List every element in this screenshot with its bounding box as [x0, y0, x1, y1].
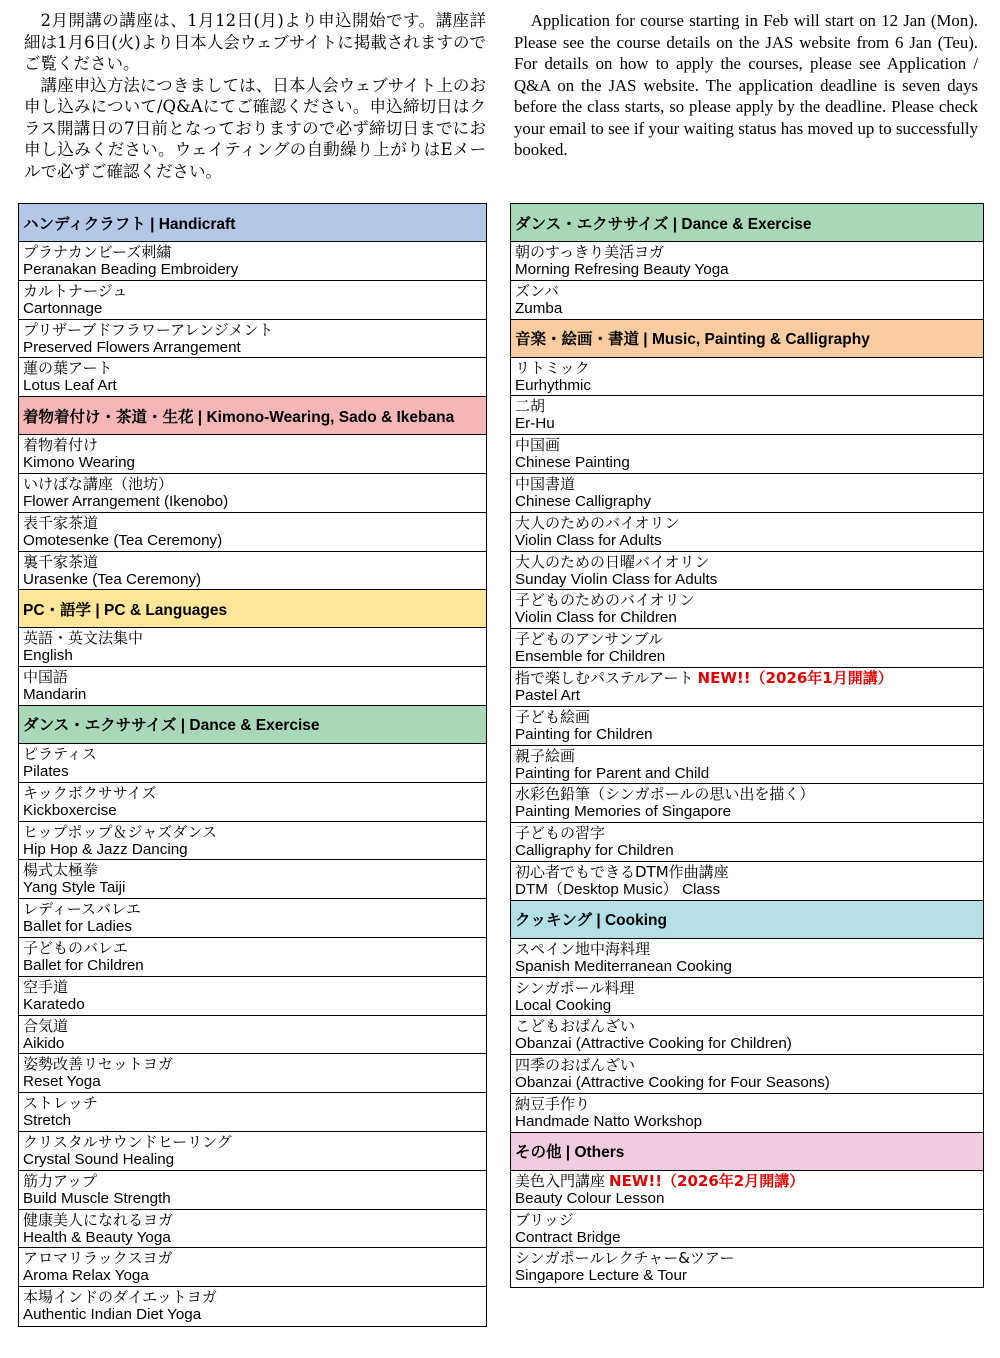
course-name-en: Kickboxercise: [23, 801, 117, 819]
course-name-jp: [23, 243, 486, 261]
course-item: [19, 1093, 486, 1132]
course-name-en: Aroma Relax Yoga: [23, 1267, 149, 1285]
course-name-jp: [23, 939, 486, 957]
course-name-jp-text: ストレッチ: [23, 1094, 98, 1113]
course-item: [19, 938, 486, 977]
course-name-jp-text: ヒップポップ＆ジャズダンス: [23, 822, 217, 841]
course-name-en: Obanzai (Attractive Cooking for Children): [515, 1035, 792, 1053]
course-name-en: Chinese Calligraphy: [515, 492, 651, 510]
course-name-jp-text: 蓮の葉アート: [23, 359, 113, 378]
course-name-en: Pilates: [23, 762, 69, 780]
course-name-jp-text: 健康美人になれるヨガ: [23, 1210, 174, 1229]
course-item: [19, 977, 486, 1016]
section-header: クッキング | Cooking: [511, 901, 983, 939]
course-name-jp: [23, 668, 486, 686]
course-name-jp: [515, 243, 983, 261]
section-header: ダンス・エクササイズ | Dance & Exercise: [511, 204, 983, 242]
course-name-jp-text: 子どものためのバイオリン: [515, 591, 695, 610]
course-name-jp-text: 裏千家茶道: [23, 552, 99, 571]
course-name-jp-text: スペイン地中海料理: [515, 939, 651, 958]
course-name-jp: [23, 1017, 486, 1035]
course-name-en: Chinese Painting: [515, 454, 630, 472]
course-item: [19, 1016, 486, 1055]
course-item: [511, 978, 983, 1017]
course-name-jp-text: 指で楽しむパステルアート: [515, 668, 694, 687]
course-name-jp: [23, 359, 486, 377]
course-name-jp: [23, 1094, 486, 1112]
course-item: [19, 860, 486, 899]
course-item: [19, 281, 486, 320]
course-name-jp-text: ピラティス: [23, 744, 97, 763]
course-name-en: Peranakan Beading Embroidery: [23, 261, 239, 278]
course-name-jp: [23, 1211, 486, 1229]
course-name-en: Er-Hu: [515, 415, 555, 433]
course-name-jp-text: レディースバレエ: [23, 900, 142, 919]
course-name-jp-text: クリスタルサウンドヒーリング: [23, 1132, 232, 1151]
course-item: [511, 1248, 983, 1287]
course-name-en: Aikido: [23, 1034, 65, 1052]
course-name-jp: [23, 514, 486, 532]
course-item: [19, 1132, 486, 1171]
course-name-jp: [515, 397, 983, 415]
course-name-en: Urasenke (Tea Ceremony): [23, 570, 202, 588]
course-name-jp-text: 子どものアンサンブル: [515, 630, 664, 649]
course-name-jp-text: プリザーブドフラワーアレンジメント: [23, 320, 274, 339]
course-name-jp: [23, 745, 486, 763]
section-header: ハンディクラフト | Handicraft: [19, 204, 486, 242]
course-name-jp: [23, 1249, 486, 1267]
section-header: ダンス・エクササイズ | Dance & Exercise: [19, 706, 486, 744]
course-item: [511, 552, 983, 591]
section-header: PC・語学 | PC & Languages: [19, 590, 486, 628]
course-name-jp-text: 本場インドのダイエットヨガ: [23, 1288, 217, 1307]
course-item: [511, 1055, 983, 1094]
course-name-jp-text: こどもおばんざい: [515, 1017, 636, 1036]
course-name-jp: [515, 436, 983, 454]
course-item: [511, 668, 983, 707]
course-name-en: Lotus Leaf Art: [23, 377, 117, 395]
course-name-en: Morning Refresing Beauty Yoga: [515, 261, 729, 278]
course-name-en: Preserved Flowers Arrangement: [23, 338, 241, 356]
course-name-jp: [515, 359, 983, 377]
course-name-jp: [23, 1133, 486, 1151]
intro-jp-paragraph-1: 2月開講の講座は、1月12日(月)より申込開始です。講座詳細は1月6日(火)より日本人会ウェブサイトに掲載されますのでご覧ください。: [24, 11, 486, 73]
course-name-en: Violin Class for Adults: [515, 531, 662, 549]
course-item: [511, 862, 983, 901]
course-item: [19, 358, 486, 397]
course-name-jp-text: カルトナージュ: [23, 281, 128, 300]
course-name-jp: [23, 436, 486, 454]
section-header: 音楽・絵画・書道 | Music, Painting & Calligraphy: [511, 320, 983, 358]
course-name-jp-text: 子どもの習字: [515, 824, 606, 843]
intro-japanese: [24, 10, 486, 182]
course-name-jp-text: シンガポールレクチャー&ツアー: [515, 1249, 735, 1268]
course-name-jp: [515, 940, 983, 958]
course-name-jp-text: 中国語: [23, 668, 69, 687]
course-name-jp-text: 姿勢改善リセットヨガ: [23, 1055, 173, 1074]
course-name-en: Cartonnage: [23, 299, 103, 317]
course-item: [511, 707, 983, 746]
course-name-en: Hip Hop & Jazz Dancing: [23, 840, 188, 858]
course-item: [511, 746, 983, 785]
course-name-en: Painting for Children: [515, 725, 653, 743]
intro-en-paragraph: Application for course starting in Feb will start on 12 Jan (Mon). Please see the course details on the JAS website from 6 Jan (Teu). For details on how to apply the courses, please see Application / Q&A on the JAS website. The application deadline is seven days before the class starts, so please apply by the deadline. Please check your email to see if your waiting status has moved up to successfully booked.: [514, 11, 978, 159]
course-item: [19, 1210, 486, 1249]
course-item: [511, 1094, 983, 1133]
course-name-jp: [23, 900, 486, 918]
course-item: [511, 1171, 983, 1210]
course-item: [511, 590, 983, 629]
course-name-jp: [23, 629, 486, 647]
course-item: [511, 396, 983, 435]
course-name-jp: [515, 824, 983, 842]
course-name-jp: [515, 553, 983, 571]
intro-jp-paragraph-2: 講座申込方法につきましては、日本人会ウェブサイト上のお申し込みについて/Q&Aにてご確認ください。申込締切日はクラス開講日の7日前となっておりますので必ず締切日までにお申し込みください。ウェイティングの自動繰り上がりはEメールで必ずご確認ください。: [24, 75, 486, 181]
course-name-en: English: [23, 647, 73, 665]
course-item: [511, 1016, 983, 1055]
course-name-jp-text: キックボクササイズ: [23, 783, 157, 802]
course-name-en: Omotesenke (Tea Ceremony): [23, 531, 223, 549]
course-item: [511, 435, 983, 474]
course-name-en: Painting for Parent and Child: [515, 764, 710, 782]
new-course-badge: NEW!!（2026年1月開講）: [697, 668, 893, 687]
course-name-en: Flower Arrangement (Ikenobo): [23, 492, 229, 510]
course-item: [511, 474, 983, 513]
course-item: [511, 939, 983, 978]
course-name-jp: [23, 1288, 486, 1306]
left-course-column: [18, 203, 487, 1327]
course-name-en: Calligraphy for Children: [515, 842, 674, 860]
course-name-jp: [23, 978, 486, 996]
course-item: [511, 1210, 983, 1249]
course-name-en: Health & Beauty Yoga: [23, 1228, 171, 1246]
course-name-jp-text: 水彩色鉛筆（シンガポールの思い出を描く）: [515, 785, 815, 804]
course-name-en: Ballet for Children: [23, 956, 144, 974]
course-item: [19, 435, 486, 474]
course-name-en: Singapore Lecture & Tour: [515, 1267, 687, 1285]
course-name-en: Zumba: [515, 299, 563, 317]
course-name-jp: [23, 553, 486, 571]
course-name-jp-text: 英語・英文法集中: [23, 629, 144, 648]
course-name-jp: [23, 282, 486, 300]
course-name-jp: [515, 282, 983, 300]
course-name-en: Stretch: [23, 1112, 72, 1130]
course-item: [19, 744, 486, 783]
course-item: [511, 823, 983, 862]
course-name-jp-text: いけばな講座（池坊）: [23, 474, 174, 493]
course-name-jp: [515, 591, 983, 609]
course-item: [19, 320, 486, 359]
course-name-jp: [23, 475, 486, 493]
course-name-en: Ensemble for Children: [515, 648, 666, 666]
course-name-jp-text: 中国書道: [515, 474, 576, 493]
course-name-en: Reset Yoga: [23, 1073, 101, 1091]
course-name-en: Ballet for Ladies: [23, 918, 132, 936]
course-name-jp: [23, 784, 486, 802]
course-name-jp: [515, 979, 983, 997]
course-name-jp: [23, 1055, 486, 1073]
course-name-en: Authentic Indian Diet Yoga: [23, 1306, 202, 1324]
course-item: [19, 552, 486, 591]
course-item: [19, 899, 486, 938]
course-name-jp-text: 着物着付け: [23, 436, 99, 455]
course-name-jp: [515, 1056, 983, 1074]
course-name-jp: [515, 1095, 983, 1113]
course-name-jp-text: 朝のすっきり美活ヨガ: [515, 243, 665, 261]
course-name-en: DTM（Desktop Music） Class: [515, 880, 721, 898]
course-name-jp-text: 空手道: [23, 977, 69, 996]
course-name-jp-text: アロマリラックスヨガ: [23, 1249, 173, 1268]
course-name-jp-text: シンガポール料理: [515, 978, 635, 997]
course-name-jp: [515, 669, 983, 687]
course-name-jp-text: 大人のための日曜バイオリン: [515, 552, 710, 571]
course-name-en: Karatedo: [23, 995, 85, 1013]
course-name-jp: [23, 861, 486, 879]
course-name-en: Kimono Wearing: [23, 454, 135, 472]
course-name-jp-text: 子どものバレエ: [23, 938, 129, 957]
course-item: [19, 1287, 486, 1326]
course-name-jp: [515, 708, 983, 726]
course-name-en: Mandarin: [23, 686, 87, 704]
course-item: [19, 513, 486, 552]
course-name-jp: [23, 823, 486, 841]
course-item: [19, 1054, 486, 1093]
course-name-en: Spanish Mediterranean Cooking: [515, 957, 732, 975]
course-item: [511, 629, 983, 668]
course-item: [19, 628, 486, 667]
course-name-en: Contract Bridge: [515, 1228, 621, 1246]
course-name-jp: [515, 1172, 983, 1190]
course-name-jp: [23, 1172, 486, 1190]
course-item: [19, 822, 486, 861]
course-name-en: Obanzai (Attractive Cooking for Four Seasons): [515, 1074, 830, 1092]
course-name-jp-text: 合気道: [23, 1016, 69, 1035]
course-name-jp: [515, 1249, 983, 1267]
course-name-jp-text: プラナカンビーズ刺繍: [23, 243, 172, 261]
course-item: [511, 281, 983, 320]
section-header: その他 | Others: [511, 1133, 983, 1171]
course-name-en: Violin Class for Children: [515, 609, 677, 627]
course-name-jp: [515, 1017, 983, 1035]
new-course-badge: NEW!!（2026年2月開講）: [609, 1171, 805, 1190]
course-name-jp-text: 筋力アップ: [23, 1171, 97, 1190]
course-name-en: Build Muscle Strength: [23, 1189, 171, 1207]
course-name-jp-text: 納豆手作り: [515, 1094, 591, 1113]
course-item: [19, 783, 486, 822]
course-name-en: Sunday Violin Class for Adults: [515, 570, 718, 588]
course-name-jp-text: 四季のおばんざい: [515, 1056, 636, 1075]
course-name-jp-text: 親子絵画: [515, 746, 576, 765]
course-name-jp: [515, 785, 983, 803]
course-name-jp-text: 中国画: [515, 436, 561, 455]
course-name-en: Eurhythmic: [515, 376, 591, 394]
course-item: [19, 1248, 486, 1287]
course-name-en: Yang Style Taiji: [23, 879, 126, 897]
course-item: [19, 474, 486, 513]
course-name-en: Painting Memories of Singapore: [515, 803, 732, 821]
course-name-jp-text: 大人のためのバイオリン: [515, 513, 680, 532]
course-name-en: Crystal Sound Healing: [23, 1150, 175, 1168]
course-item: [511, 513, 983, 552]
course-name-jp-text: 初心者でもできるDTM作曲講座: [515, 862, 729, 881]
course-name-en: Handmade Natto Workshop: [515, 1112, 703, 1130]
course-name-jp-text: 楊式太極拳: [23, 861, 99, 880]
course-name-jp: [515, 863, 983, 881]
intro-english: [514, 10, 978, 161]
course-name-en: Local Cooking: [515, 996, 612, 1014]
course-name-jp: [515, 514, 983, 532]
course-item: [19, 667, 486, 706]
section-header: 着物着付け・茶道・生花 | Kimono-Wearing, Sado & Ikebana: [19, 397, 486, 435]
course-name-jp: [23, 321, 486, 339]
course-item: [19, 242, 486, 281]
course-name-jp-text: 表千家茶道: [23, 513, 99, 532]
course-item: [511, 784, 983, 823]
course-name-jp-text: 美色入門講座: [515, 1171, 606, 1190]
right-course-column: [510, 203, 984, 1288]
course-item: [511, 358, 983, 397]
course-name-jp: [515, 630, 983, 648]
course-name-en: Beauty Colour Lesson: [515, 1189, 665, 1207]
course-name-jp-text: 子ども絵画: [515, 707, 591, 726]
course-name-jp-text: リトミック: [515, 358, 590, 377]
course-name-jp: [515, 475, 983, 493]
course-item: [511, 242, 983, 281]
course-name-jp-text: 二胡: [515, 397, 546, 416]
course-name-en: Pastel Art: [515, 686, 580, 704]
course-name-jp-text: ズンバ: [515, 281, 559, 300]
course-name-jp-text: ブリッジ: [515, 1210, 574, 1229]
course-item: [19, 1171, 486, 1210]
course-name-jp: [515, 1211, 983, 1229]
course-name-jp: [515, 747, 983, 765]
